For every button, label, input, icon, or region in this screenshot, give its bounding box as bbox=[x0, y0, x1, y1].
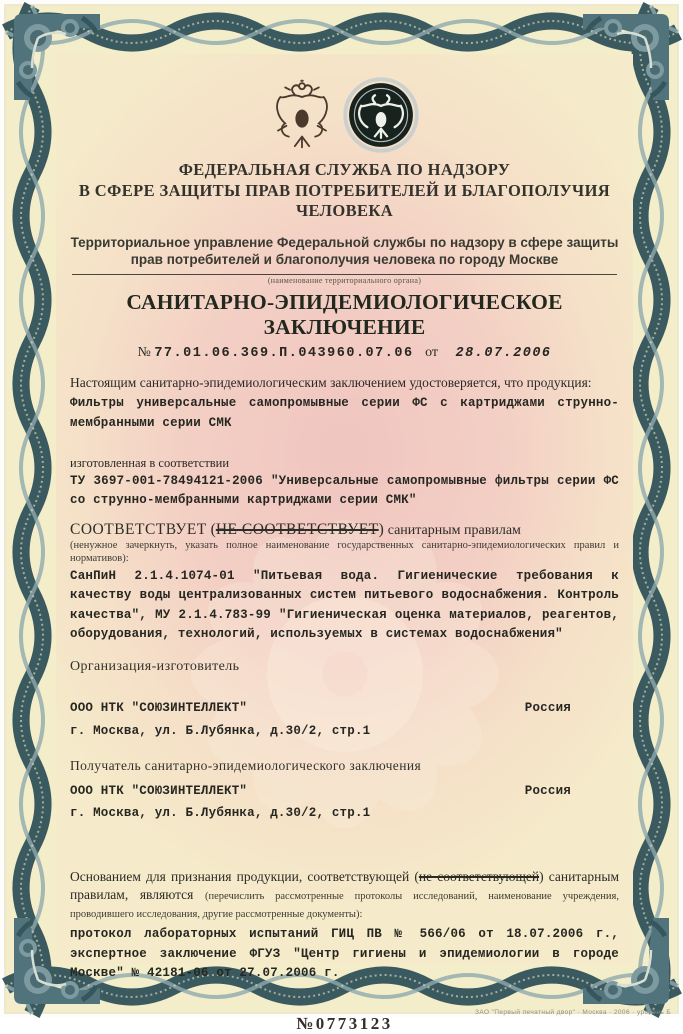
agency-name bbox=[70, 160, 619, 222]
sanitary-rules: СанПиН 2.1.4.1074-01 "Питьевая вода. Гигиенические требования к качеству воды централизованных систем питьевого водоснабжения. Контроль качества", МУ 2.1.4.783-99 "Гигиеническая оценка материалов, реагентов, оборудования, технологий, используемых в системах водоснабжения" bbox=[70, 568, 619, 641]
technical-conditions: ТУ 3697-001-78494121-2006 "Универсальные самопромывные фильтры серии ФС со струнно-мембранными картриджами серии СМК" bbox=[70, 473, 619, 508]
maker-name: ООО НТК "СОЮЗИНТЕЛЛЕКТ" bbox=[70, 701, 248, 716]
basis-documents: протокол лабораторных испытаний ГИЦ ПВ № 566/06 от 18.07.2006 г., экспертное заключение ФГУЗ "Центр гигиены и эпидемиологии в городе Москве" № 42181-06 от 27.07.2006 г. bbox=[70, 927, 619, 981]
territorial-caption: (наименование территориального органа) bbox=[267, 275, 422, 285]
maker-address: г. Москва, ул. Б.Лубянка, д.30/2, стр.1 bbox=[70, 723, 371, 738]
compliance-line bbox=[70, 521, 619, 539]
recipient-country: Россия bbox=[524, 784, 571, 799]
maker-label: Организация-изготовитель bbox=[70, 659, 240, 675]
compliance-note: (ненужное зачеркнуть, указать полное наименование государственных санитарно-эпидемиологических правил и нормативов): bbox=[70, 539, 619, 564]
recipient-row bbox=[70, 782, 619, 801]
document-title: САНИТАРНО-ЭПИДЕМИОЛОГИЧЕСКОЕ ЗАКЛЮЧЕНИЕ bbox=[126, 289, 563, 339]
product-intro: Настоящим санитарно-эпидемиологическим заключением удостоверяется, что продукция: bbox=[70, 374, 592, 390]
maker-country: Россия bbox=[524, 701, 571, 716]
maker-row bbox=[70, 699, 619, 718]
recipient-address: г. Москва, ул. Б.Лубянка, д.30/2, стр.1 bbox=[70, 806, 371, 821]
compliance-suffix: санитарным правилам bbox=[387, 522, 521, 538]
recipient-label: Получатель санитарно-эпидемиологического заключения bbox=[70, 758, 422, 774]
basis-mid: санитарным правилам, являются bbox=[70, 868, 619, 903]
compliance-positive: СООТВЕТСТВУЕТ bbox=[70, 520, 207, 538]
agency-line2: В СФЕРЕ ЗАЩИТЫ ПРАВ ПОТРЕБИТЕЛЕЙ И БЛАГОПОЛУЧИЯ ЧЕЛОВЕКА bbox=[78, 180, 611, 221]
made-in-accordance-label: изготовленная в соответствии bbox=[70, 455, 230, 470]
territorial-rule bbox=[72, 274, 617, 275]
paren-close: ) bbox=[378, 520, 384, 538]
basis-lead: Основанием для признания продукции, соответствующей bbox=[70, 868, 410, 884]
round-seal-icon bbox=[343, 77, 419, 153]
emblems-row bbox=[70, 78, 619, 152]
of-word: от bbox=[425, 344, 439, 360]
serial-number: №0773123 bbox=[296, 1013, 393, 1033]
document-number-line bbox=[70, 345, 619, 361]
product-name: Фильтры универсальные самопромывные серии ФС с картриджами струнно-мембранными серии СМК bbox=[70, 396, 619, 430]
basis-paragraph bbox=[70, 868, 619, 923]
basis-note: (перечислить рассмотренные протоколы исследований, наименование учреждения, проводившего исследования, другие рассмотренные документы): bbox=[70, 891, 619, 921]
double-headed-eagle-icon bbox=[271, 79, 333, 151]
document-date: 28.07.2006 bbox=[455, 345, 552, 361]
document-number: 77.01.06.369.П.043960.07.06 bbox=[154, 345, 414, 361]
territorial-body: Территориальное управление Федеральной службы по надзору в сфере защиты прав потребителей и благополучия человека по городу Москве bbox=[70, 234, 619, 268]
printing-house-note: ЗАО "Первый печатный двор" · Москва · 2006 · уровень Б bbox=[475, 1009, 671, 1016]
recipient-name: ООО НТК "СОЮЗИНТЕЛЛЕКТ" bbox=[70, 784, 248, 799]
compliance-negative-struck: НЕ СООТВЕТСТВУЕТ bbox=[215, 520, 379, 538]
paren-open: ( bbox=[414, 868, 419, 884]
paren-open: ( bbox=[210, 520, 216, 538]
basis-negative-struck: не соответствующей bbox=[418, 868, 540, 884]
agency-line1: ФЕДЕРАЛЬНАЯ СЛУЖБА ПО НАДЗОРУ bbox=[178, 160, 511, 179]
number-sign: № bbox=[137, 344, 151, 360]
paren-close: ) bbox=[539, 868, 544, 884]
